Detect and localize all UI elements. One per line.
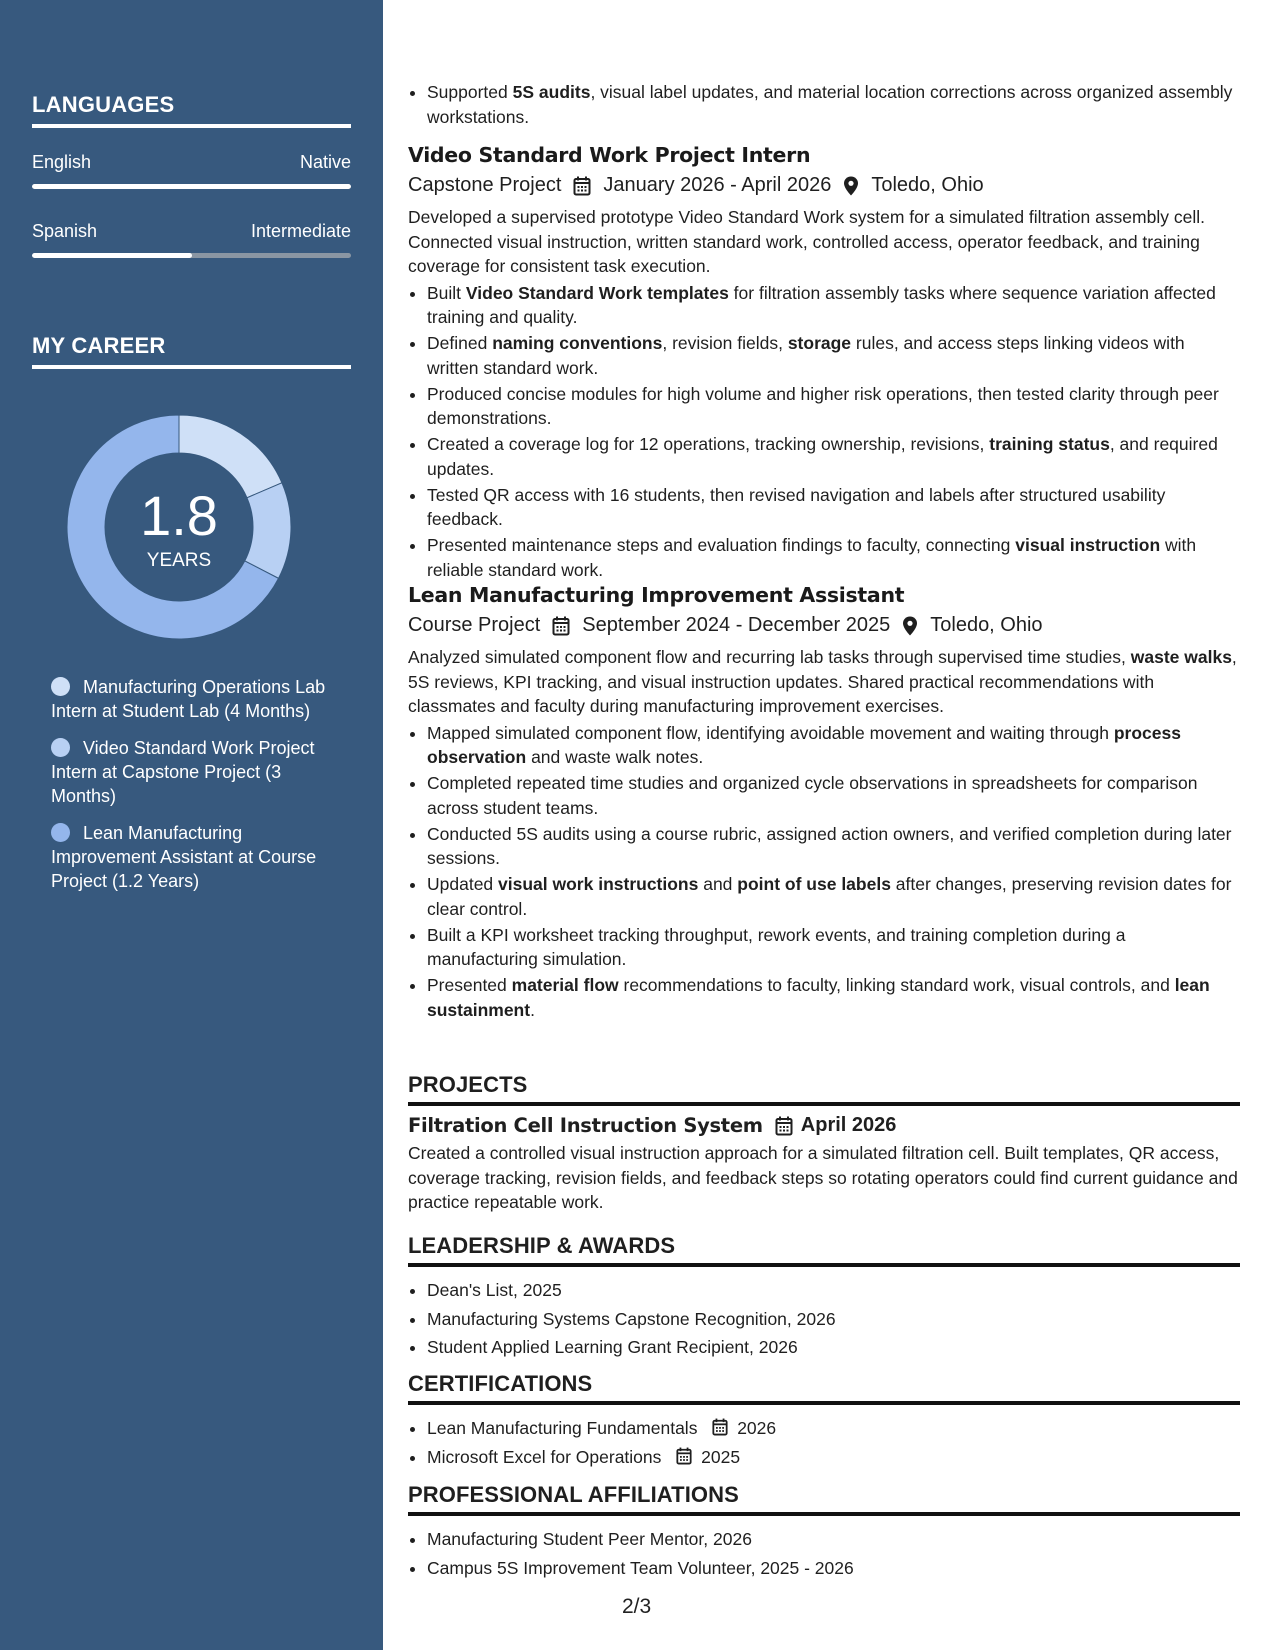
list-item: [427, 80, 1240, 129]
job-bullets: [408, 281, 1240, 583]
bold-text: visual work instructions: [498, 874, 699, 894]
language-bar-spanish: [32, 253, 351, 258]
language-bar-fill: [32, 253, 192, 258]
job-dates: January 2026 - April 2026: [603, 174, 832, 196]
list-item: [427, 331, 1240, 380]
career-legend-label: Video Standard Work Project Intern at Capstone Project (3 Months): [51, 738, 315, 806]
text: Analyzed simulated component flow and recurring lab tasks through supervised time studies,: [408, 647, 1131, 667]
project-description: Created a controlled visual instruction approach for a simulated filtration cell. Built templates, QR access, coverage tracking, revision fields, and feedback steps so rotating operators could find current guidance and practice repeatable work.: [408, 1143, 1238, 1212]
project-title: Filtration Cell Instruction System: [408, 1114, 763, 1137]
cert-year: 2025: [701, 1446, 741, 1467]
bold-text: material flow: [511, 975, 619, 995]
bold-text: lean sustainment: [427, 975, 1210, 1020]
leadership-list: [408, 1277, 1240, 1361]
text: rules, and access steps linking videos with written standard work.: [427, 333, 1185, 378]
text: Presented maintenance steps and evaluation findings to faculty, connecting: [427, 535, 1016, 555]
sidebar: [0, 0, 383, 1650]
list-item: • Student Applied Learning Grant Recipient, 2026: [427, 1334, 1240, 1361]
text: for filtration assembly tasks where sequence variation affected training and quality.: [427, 282, 1216, 327]
bold-text: visual instruction: [1015, 535, 1161, 555]
legend-dot: [51, 823, 70, 842]
text: and waste walk notes.: [526, 747, 704, 767]
calendar-icon: [676, 1447, 692, 1465]
bold-text: naming conventions: [492, 333, 663, 353]
list-item: [427, 1444, 1240, 1471]
text: , revision fields,: [662, 333, 788, 353]
bold-text: process observation: [427, 722, 1181, 767]
top-bullet-list: [408, 80, 1240, 131]
calendar-icon: [712, 1418, 728, 1436]
language-row-spanish: [32, 221, 351, 242]
bold-text: training status: [989, 434, 1110, 454]
text: Created a coverage log for 12 operations, tracking ownership, revisions,: [427, 434, 990, 454]
affiliations-section: [408, 1482, 1240, 1583]
cert-year: 2026: [737, 1418, 777, 1438]
career-legend-item: [51, 736, 341, 808]
text: , 5S reviews, KPI tracking, and visual instruction updates. Shared practical recommendations with classmates and faculty during manufacturing improvement exercises.: [408, 647, 1237, 716]
text: Mapped simulated component flow, identifying avoidable movement and waiting through: [427, 722, 1114, 743]
job-summary: Developed a supervised prototype Video Standard Work system for a simulated filtration assembly cell. Connected visual instruction, written standard work, controlled access, operator feedback, and training coverage for consistent task execution.: [408, 207, 1205, 276]
list-item: [427, 872, 1240, 921]
career-donut-chart: [66, 414, 292, 640]
page-number: 2/3: [622, 1595, 652, 1618]
text: and: [698, 874, 738, 894]
text: .: [530, 999, 535, 1020]
project-title-row: [408, 1114, 1240, 1137]
list-item: [427, 973, 1240, 1022]
cert-name: Lean Manufacturing Fundamentals: [427, 1418, 698, 1438]
job-summary: [408, 645, 1240, 719]
list-item: • Manufacturing Systems Capstone Recognition, 2026: [427, 1306, 1240, 1333]
job-entry-video-standard-work: [408, 143, 1240, 584]
job-meta: [408, 614, 1240, 637]
legend-dot: [51, 738, 70, 757]
list-item: • Produced concise modules for high volume and higher risk operations, then tested clarity through peer demonstrations.: [427, 382, 1240, 431]
job-bullets: [408, 721, 1240, 1023]
text: Supported: [427, 82, 513, 102]
language-bar-fill: [32, 184, 351, 189]
text: , and required updates.: [427, 434, 1218, 479]
job-org: Capstone Project: [408, 174, 562, 196]
list-item: [427, 533, 1240, 582]
career-legend-label: Manufacturing Operations Lab Intern at Student Lab (4 Months): [51, 677, 326, 721]
affiliations-list: [408, 1526, 1240, 1582]
calendar-icon: [552, 616, 570, 636]
job-location: Toledo, Ohio: [871, 174, 984, 196]
projects-heading: PROJECTS: [408, 1072, 1240, 1106]
text: , visual label updates, and material location corrections across organized assembly workstations.: [427, 82, 1233, 127]
job-org: Course Project: [408, 614, 541, 636]
language-name: English: [32, 152, 92, 172]
affiliations-heading: PROFESSIONAL AFFILIATIONS: [408, 1482, 1240, 1516]
language-name: Spanish: [32, 221, 98, 241]
languages-heading: LANGUAGES: [32, 92, 351, 128]
list-item: [427, 721, 1240, 770]
language-bar-english: [32, 184, 351, 189]
certifications-list: [408, 1415, 1240, 1471]
projects-section: [408, 1072, 1240, 1215]
job-title: Lean Manufacturing Improvement Assistant: [408, 583, 905, 607]
job-location: Toledo, Ohio: [930, 614, 1043, 636]
cert-name: Microsoft Excel for Operations: [427, 1446, 662, 1467]
text: Presented: [427, 975, 512, 995]
text: Updated: [427, 874, 499, 894]
language-level: Intermediate: [250, 221, 351, 241]
certifications-section: [408, 1371, 1240, 1472]
list-item: • Built a KPI worksheet tracking throughput, rework events, and training completion during a manufacturing simulation.: [427, 923, 1240, 972]
job-title: Video Standard Work Project Intern: [408, 143, 811, 167]
bold-text: 5S audits: [512, 82, 591, 102]
text: with reliable standard work.: [427, 535, 1197, 580]
career-total-value: 1.8: [140, 484, 218, 547]
job-entry-lean-manufacturing: [408, 583, 1240, 1024]
list-item: • Tested QR access with 16 students, then revised navigation and labels after structured usability feedback.: [427, 483, 1240, 532]
map-pin-icon: [902, 616, 918, 636]
career-heading: MY CAREER: [32, 333, 351, 369]
bold-text: storage: [787, 333, 852, 353]
bold-text: Video Standard Work templates: [465, 282, 729, 303]
career-legend: [51, 675, 341, 906]
bold-text: point of use labels: [737, 874, 891, 894]
text: Built: [427, 282, 466, 303]
language-row-english: [32, 152, 351, 173]
career-total-unit: YEARS: [146, 550, 212, 571]
text: recommendations to faculty, linking standard work, visual controls, and: [618, 975, 1175, 995]
career-legend-label: Lean Manufacturing Improvement Assistant at Course Project (1.2 Years): [51, 823, 317, 891]
list-item: • Manufacturing Student Peer Mentor, 2026: [427, 1526, 1240, 1553]
calendar-icon: [573, 176, 591, 196]
text: after changes, preserving revision dates for clear control.: [427, 874, 1232, 919]
bold-text: waste walks: [1130, 647, 1232, 667]
job-dates: September 2024 - December 2025: [582, 614, 891, 636]
job-meta: [408, 174, 1240, 197]
donut-center: [66, 414, 292, 640]
list-item: • Completed repeated time studies and organized cycle observations in spreadsheets for comparison across student teams.: [427, 771, 1240, 820]
leadership-section: [408, 1233, 1240, 1363]
project-date: April 2026: [800, 1114, 897, 1136]
legend-dot: [51, 677, 70, 696]
career-legend-item: [51, 675, 341, 723]
list-item: • Dean's List, 2025: [427, 1277, 1240, 1304]
list-item: • Conducted 5S audits using a course rubric, assigned action owners, and verified completion during later sessions.: [427, 822, 1240, 871]
list-item: [427, 1415, 1240, 1442]
career-legend-item: [51, 821, 341, 893]
language-level: Native: [299, 152, 351, 172]
list-item: [427, 281, 1240, 330]
map-pin-icon: [843, 176, 859, 196]
leadership-heading: LEADERSHIP & AWARDS: [408, 1233, 1240, 1267]
list-item: [427, 432, 1240, 481]
list-item: • Campus 5S Improvement Team Volunteer, 2025 - 2026: [427, 1555, 1240, 1582]
certifications-heading: CERTIFICATIONS: [408, 1371, 1240, 1405]
text: Defined: [427, 333, 493, 353]
calendar-icon: [775, 1116, 793, 1136]
